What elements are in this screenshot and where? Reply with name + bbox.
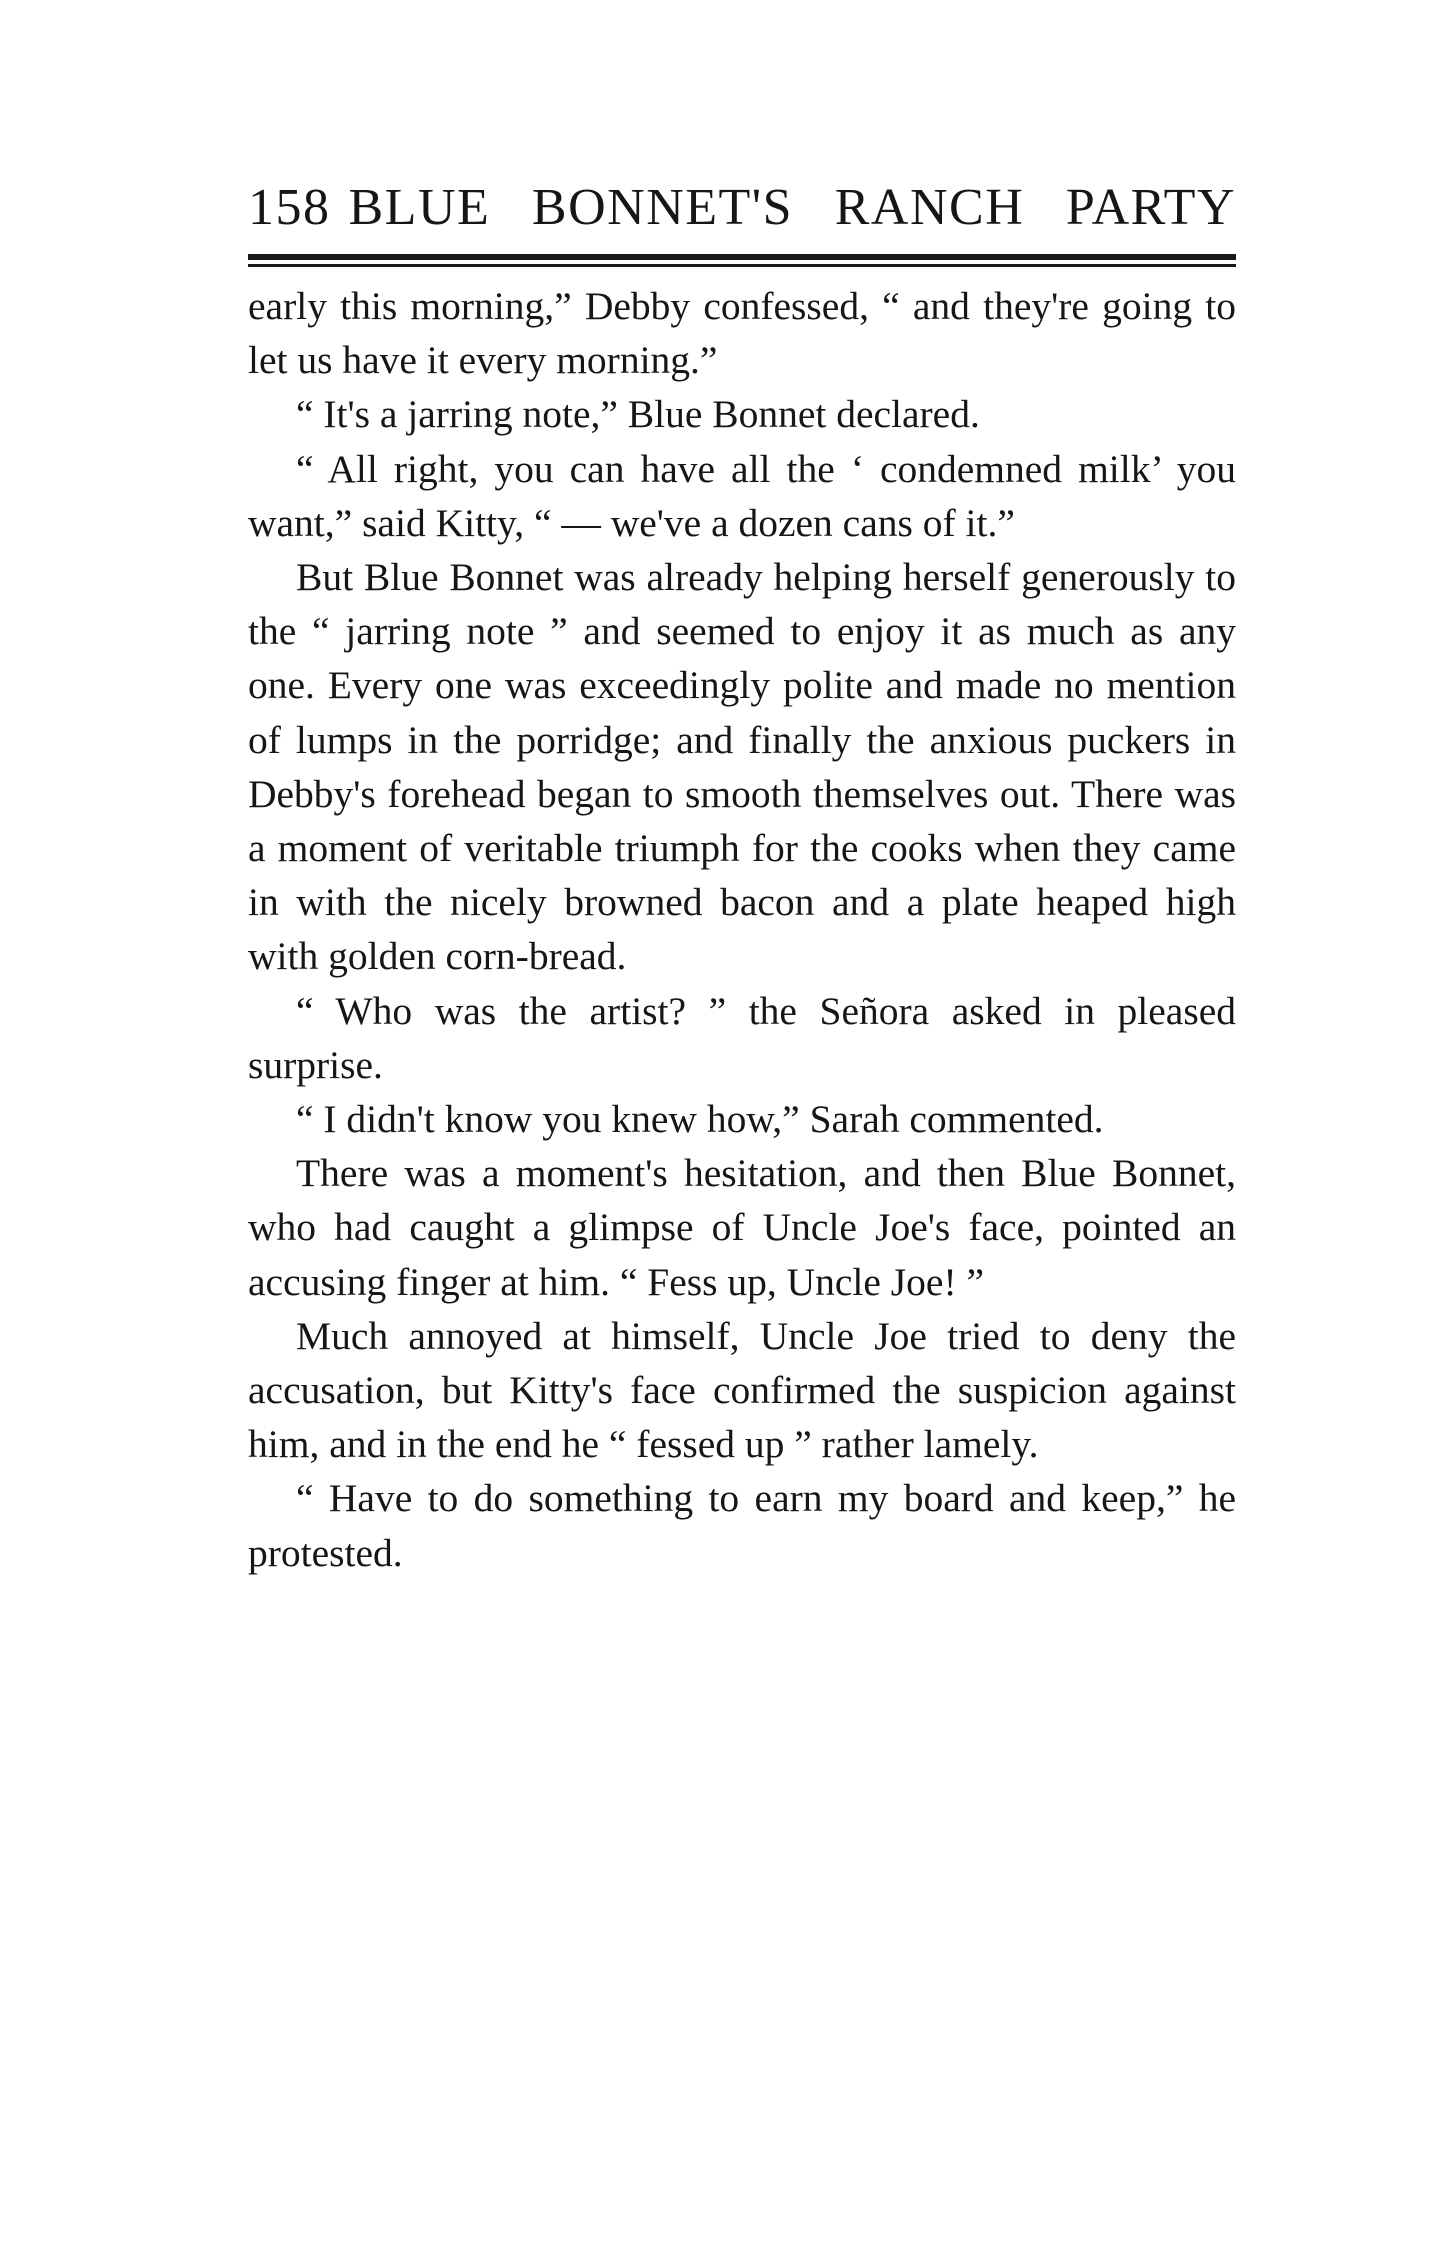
page-number: 158 (248, 179, 331, 236)
paragraph: But Blue Bonnet was already helping herself generously to the “ jarring note ” and seemed to enjoy it as much as any one. Every one was exceedingly polite and made no mention of lumps in the porridge; and finally the anxious puckers in Debby's forehead began to smooth themselves out. There was a moment of veritable triumph for the cooks when they came in with the nicely browned bacon and a plate heaped high with golden corn-bread. (248, 555, 1236, 979)
book-page (248, 179, 1236, 1580)
running-head (248, 179, 1236, 242)
paragraph: “ I didn't know you knew how,” Sarah commented. (296, 1097, 1104, 1142)
paragraph: “ All right, you can have all the ‘ condemned milk’ you want,” said Kitty, “ — we've a dozen cans of it.” (248, 446, 1236, 545)
header-rule-thin (248, 264, 1236, 267)
paragraph-continued: early this morning,” Debby confessed, “ and they're going to let us have it every morning.” (248, 284, 1236, 383)
paragraph: “ Who was the artist? ” the Señora asked in pleased surprise. (248, 988, 1236, 1087)
paragraph: Much annoyed at himself, Uncle Joe tried to deny the accusation, but Kitty's face confirmed the suspicion against him, and in the end he “ fessed up ” rather lamely. (248, 1313, 1236, 1467)
body-text (248, 279, 1236, 1580)
running-title: BLUE BONNET'S RANCH PARTY (348, 179, 1236, 236)
header-double-rule (248, 254, 1236, 267)
paragraph: “ It's a jarring note,” Blue Bonnet declared. (296, 392, 980, 437)
paragraph: “ Have to do something to earn my board and keep,” he protested. (248, 1476, 1236, 1575)
paragraph: There was a moment's hesitation, and then Blue Bonnet, who had caught a glimpse of Uncle Joe's face, pointed an accusing finger at him. “ Fess up, Uncle Joe! ” (248, 1151, 1236, 1304)
